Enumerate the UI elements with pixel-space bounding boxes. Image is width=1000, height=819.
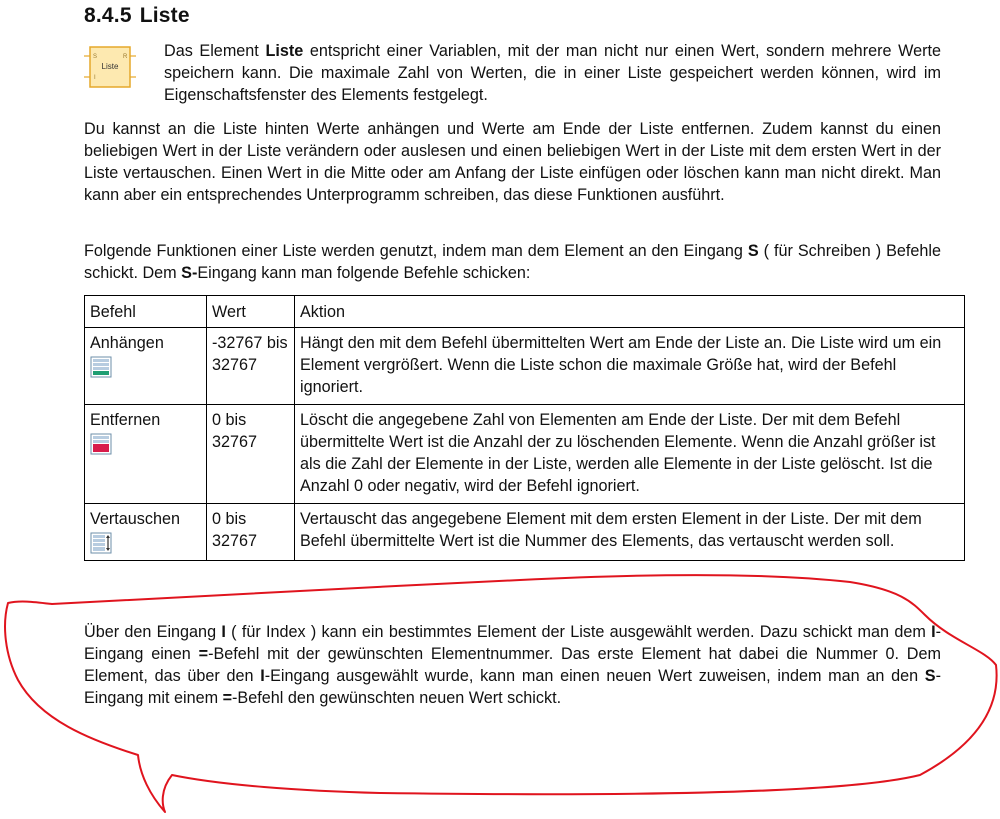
block-label: Liste [101,62,119,71]
intro-bold-liste: Liste [265,42,304,60]
section-heading [84,4,190,28]
cmd-intro-text-3: Eingang kann man folgende Befehle schicken: [197,264,531,282]
section-number: 8.4.5 [84,4,132,27]
idx-text-3: -Eingang einen [84,623,941,663]
befehl-label: Entfernen [90,411,161,429]
table-header-row [85,296,965,328]
idx-text-5: -Eingang ausgewählt wurde, kann man einen neuen Wert zuweisen, indem man an den [264,667,925,685]
idx-bold-5: S [924,667,936,685]
header-wert: Wert [207,296,295,328]
list-block-icon [84,44,136,90]
cmd-intro-text-1: Folgende Funktionen einer Liste werden genutzt, indem man dem Element an den Eingang [84,242,748,260]
cmd-intro-bold-s: S [747,242,759,260]
idx-bold-6: = [222,689,233,707]
intro-text-2: entspricht einer Variablen, mit der man nicht nur einen Wert, sondern mehrere Werte speichern kann. Die maximale Zahl von Werten, die in einer Liste gespeichert werden können, wird im Eigenschaftsfenster des Elements festgelegt. [164,42,941,104]
list-remove-icon [90,433,112,455]
befehl-label: Anhängen [90,334,164,352]
cmd-intro-text-2: ( für Schreiben ) Befehle schickt. Dem [84,242,941,282]
idx-bold-1: I [221,623,226,641]
list-swap-icon [90,532,112,554]
pin-i-label: I [94,75,96,81]
table-row [85,405,965,504]
befehl-label: Vertauschen [90,510,180,528]
cell-aktion: Vertauscht das angegebene Element mit dem ersten Element in der Liste. Der mit dem Befehl übermittelte Wert ist die Nummer des Elements, das vertauscht werden soll. [295,504,965,561]
idx-text-6: -Eingang mit einem [84,667,941,707]
idx-bold-4: I [260,667,265,685]
intro-text-1: Das Element [164,42,266,60]
header-befehl: Befehl [85,296,207,328]
idx-bold-2: I [931,623,936,641]
idx-text-4: -Befehl mit der gewünschten Elementnummer. Das erste Element hat dabei die Nummer 0. Dem Element, das über den [84,645,941,685]
header-aktion: Aktion [295,296,965,328]
index-paragraph [84,621,941,709]
cell-befehl [85,405,207,504]
cell-aktion: Hängt den mit dem Befehl übermittelten Wert am Ende der Liste an. Die Liste wird um ein Element vergrößert. Wenn die Liste schon die maximale Größe hat, wird der Befehl ignoriert. [295,328,965,405]
pin-s-label: S [93,54,98,60]
commands-intro-paragraph [84,240,941,284]
idx-bold-3: = [198,645,209,663]
idx-text-7: -Befehl den gewünschten neuen Wert schickt. [232,689,562,707]
idx-text-2: ( für Index ) kann ein bestimmtes Element der Liste ausgewählt werden. Dazu schickt man dem [225,623,932,641]
cell-befehl [85,328,207,405]
cell-wert: -32767 bis 32767 [207,328,295,405]
list-append-icon [90,356,112,378]
cell-wert: 0 bis 32767 [207,405,295,504]
table-row [85,504,965,561]
idx-text-1: Über den Eingang [84,623,222,641]
cell-befehl [85,504,207,561]
cmd-intro-bold-s2: S- [181,264,198,282]
section-title: Liste [139,4,190,27]
functions-paragraph: Du kannst an die Liste hinten Werte anhängen und Werte am Ende der Liste entfernen. Zudem kannst du einen beliebigen Wert in der Liste verändern oder auslesen und einen beliebigen Wert in der Liste mit dem ersten Wert in der Liste vertauschen. Einen Wert in die Mitte oder am Anfang der Liste einfügen oder löschen kann man nicht direkt. Man kann aber ein entsprechendes Unterprogramm schreiben, das diese Funktionen ausführt. [84,120,941,204]
commands-table [84,295,965,561]
cell-wert: 0 bis 32767 [207,504,295,561]
intro-paragraph [164,40,941,106]
pin-r-label: R [123,54,128,60]
table-row [85,328,965,405]
cell-aktion: Löscht die angegebene Zahl von Elementen am Ende der Liste. Der mit dem Befehl übermittelte Wert ist die Anzahl der zu löschenden Elemente. Wenn die Anzahl größer ist als die Zahl der Elemente in der Liste, werden alle Elemente in der Liste gelöscht. Ist die Anzahl 0 oder negativ, wird der Befehl ignoriert. [295,405,965,504]
